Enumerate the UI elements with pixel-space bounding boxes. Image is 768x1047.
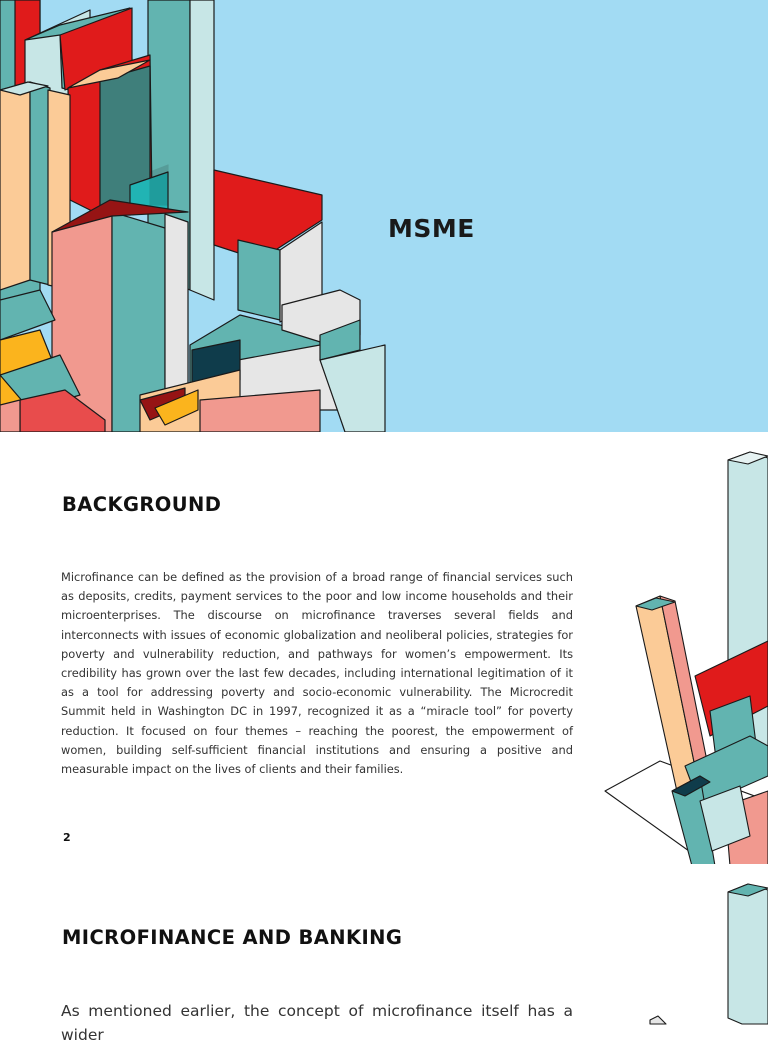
background-paragraph: Microfinance can be defined as the provision of a broad range of financial services such as deposits, credits, payment services to the poor and low income households and their microenterprises. The discourse on microfinance traverses several fields and interconnects with issues of economic globalization and neoliberal policies, strategies for poverty and vulnerability reduction, and pathways for women’s empowerment. Its credibility has grown over the last few decades, including international legitimation of it as a tool for addressing poverty and socio-economic vulnerability. The Microcredit Summit held in Washington DC in 1997, recognized it as a “miracle tool” for poverty reduction. It focused on four themes – reaching the poorest, the empowerment of women, building self-sufficient financial institutions and ensuring a positive and measurable impact on the lives of clients and their families.	[61, 570, 573, 777]
page-number: 2	[63, 831, 71, 844]
isometric-tower-illustration	[600, 446, 768, 866]
cover-title: MSME	[388, 214, 475, 243]
isometric-buildings-illustration	[0, 0, 400, 432]
isometric-tower-illustration-2	[650, 878, 768, 1024]
page-background	[0, 432, 768, 864]
section-heading-background: BACKGROUND	[62, 493, 222, 516]
cover-banner	[0, 0, 768, 432]
page-microfinance-banking	[0, 864, 768, 1044]
microfinance-banking-paragraph: As mentioned earlier, the concept of microfinance itself has a wider	[61, 1002, 573, 1044]
section-heading-microfinance-banking: MICROFINANCE AND BANKING	[62, 926, 403, 949]
